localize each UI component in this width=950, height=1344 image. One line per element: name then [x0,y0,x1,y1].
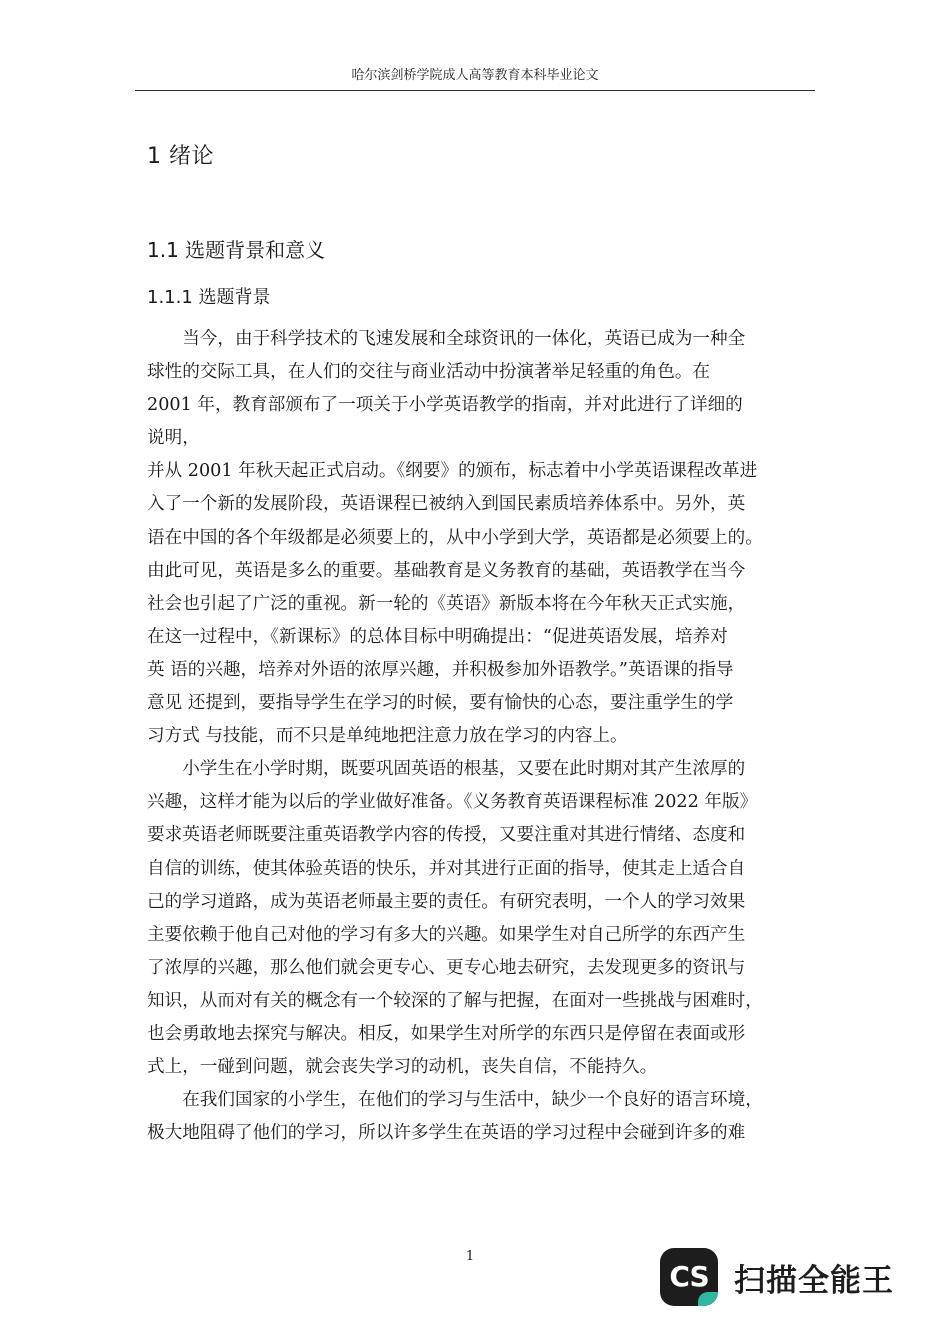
page-header [135,66,815,91]
body-line: 当今，由于科学技术的飞速发展和全球资讯的一体化，英语已成为一种全 [147,329,746,349]
header-title: 哈尔滨剑桥学院成人高等教育本科毕业论文 [351,68,599,83]
body-line: 习方式 与技能，而不只是单纯地把注意力放在学习的内容上。 [147,726,628,747]
body-line: 入了一个新的发展阶段，英语课程已被纳入到国民素质培养体系中。另外，英 [147,494,746,515]
camscanner-watermark [660,1245,920,1309]
body-line: 式上，一碰到问题，就会丧失学习的动机，丧失自信，不能持久。 [147,1057,658,1078]
body-line: 也会勇敢地去探究与解决。相反，如果学生对所学的东西只是停留在表面或形 [147,1023,746,1044]
chapter-heading: 1 绪论 [147,144,214,169]
body-line: 在我们国家的小学生，在他们的学习与生活中，缺少一个良好的语言环境， [147,1090,763,1111]
body-line: 自信的训练，使其体验英语的快乐，并对其进行正面的指导，使其走上适合自 [147,858,746,879]
body-line: 知识，从而对有关的概念有一个较深的了解与把握，在面对一些挑战与困难时， [147,990,763,1011]
page-number: 1 [465,1249,475,1264]
watermark-label: 扫描全能王 [734,1262,894,1299]
body-line: 2001 年，教育部颁布了一项关于小学英语教学的指南，并对此进行了详细的 [147,395,743,416]
body-line: 并从 2001 年秋天起正式启动。《纲要》的颁布，标志着中小学英语课程改革进 [147,461,758,482]
body-line: 主要依赖于他自己对他的学习有多大的兴趣。如果学生对自己所学的东西产生 [147,924,746,945]
body-line: 球性的交际工具，在人们的交往与商业活动中扮演著举足轻重的角色。在 [147,362,711,383]
body-line: 小学生在小学时期，既要巩固英语的根基，又要在此时期对其产生浓厚的 [147,759,746,780]
body-line: 在这一过程中，《新课标》的总体目标中明确提出：“促进英语发展，培养对 [147,626,728,647]
body-line: 说明， [147,428,200,449]
body-line: 语在中国的各个年级都是必须要上的，从中小学到大学，英语都是必须要上的。 [147,527,763,548]
camscanner-logo-icon [660,1248,718,1306]
logo-text: CS [669,1260,709,1293]
body-line: 极大地阻碍了他们的学习，所以许多学生在英语的学习过程中会碰到许多的难 [147,1123,746,1144]
body-line: 由此可见，英语是多么的重要。基础教育是义务教育的基础，英语教学在当今 [147,560,746,581]
body-text [147,323,812,1150]
subsection-heading: 1.1.1 选题背景 [147,287,271,308]
section-heading: 1.1 选题背景和意义 [147,238,326,262]
body-line: 要求英语老师既要注重英语教学内容的传授，又要注重对其进行情绪、态度和 [147,825,746,846]
body-line: 兴趣，这样才能为以后的学业做好准备。《义务教育英语课程标准 2022 年版》 [147,792,758,813]
body-line: 了浓厚的兴趣，那么他们就会更专心、更专心地去研究，去发现更多的资讯与 [147,957,746,978]
body-line: 英 语的兴趣，培养对外语的浓厚兴趣，并积极参加外语教学。”英语课的指导 [147,659,734,680]
body-line: 己的学习道路，成为英语老师最主要的责任。有研究表明，一个人的学习效果 [147,891,746,912]
body-line: 社会也引起了广泛的重视。新一轮的《英语》新版本将在今年秋天正式实施， [147,593,746,614]
body-line: 意见 还提到，要指导学生在学习的时候，要有愉快的心态，要注重学生的学 [147,693,734,714]
